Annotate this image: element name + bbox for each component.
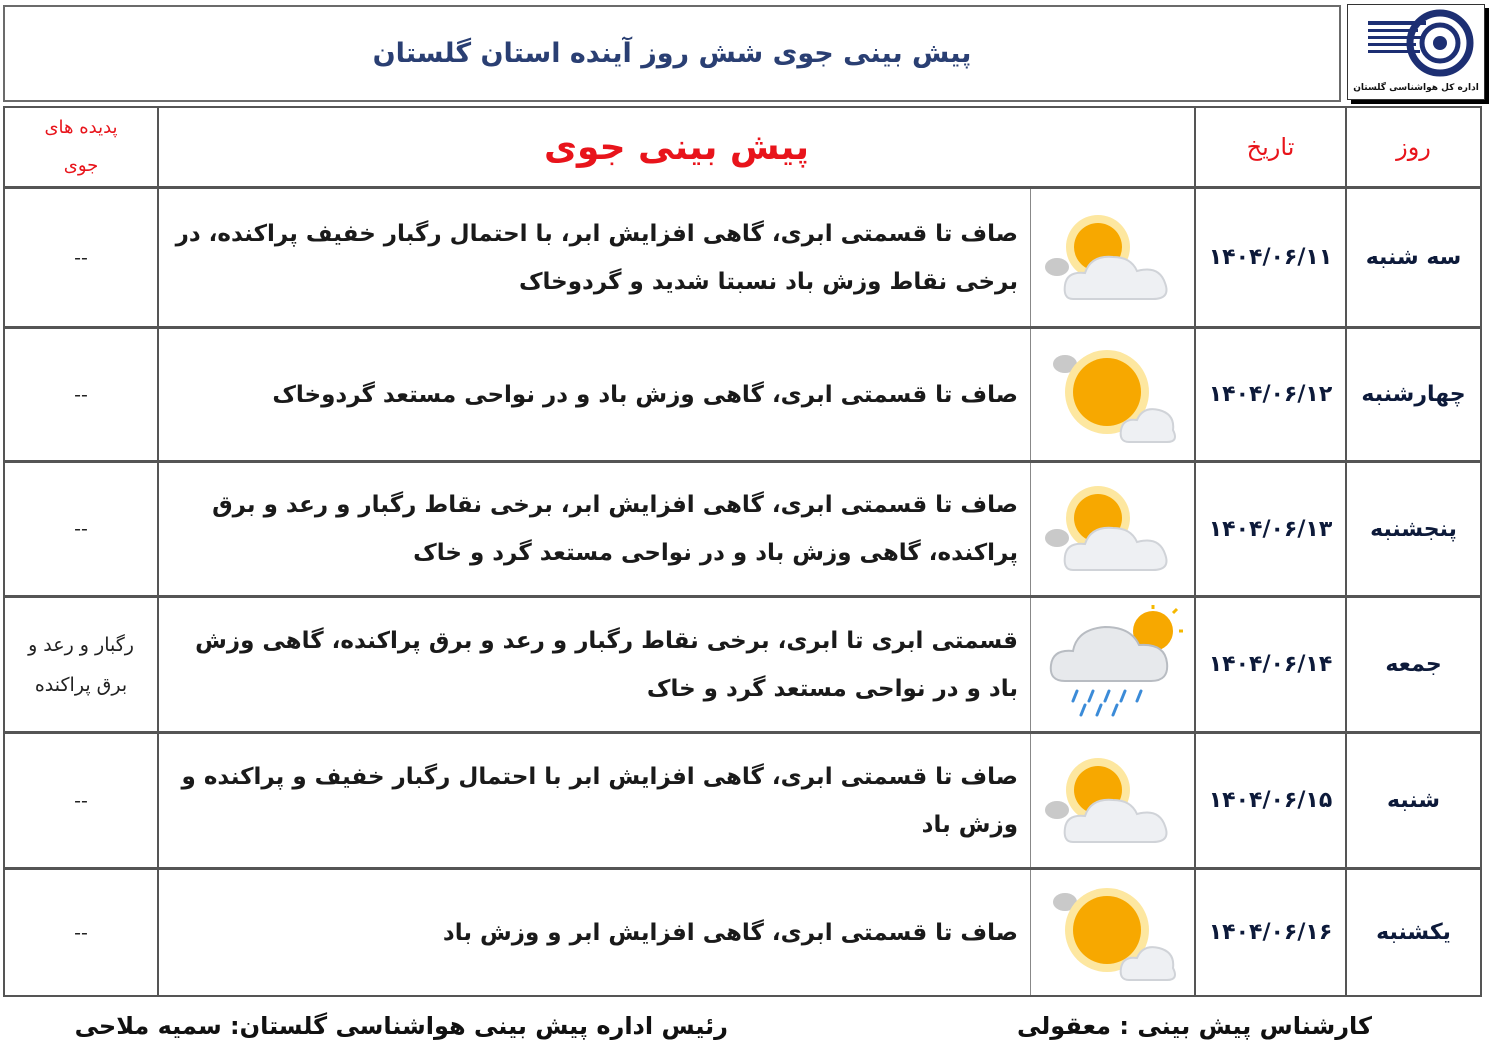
sun-behind-cloud-icon [1031,189,1194,326]
row-phenomena: -- [74,789,88,812]
row-day: پنجشنبه [1370,516,1457,542]
header-day: روز [1396,133,1431,161]
page-title: پیش بینی جوی شش روز آینده استان گلستان [372,38,972,69]
header-date: تاریخ [1246,133,1295,161]
logo-caption: اداره کل هواشناسی گلستان [1353,83,1479,93]
row-forecast: صاف تا قسمتی ابری، گاهی افزایش ابر، برخی نقاط رگبار و رعد و برق پراکنده، گاهی وزش باد و در نواحی مستعد گرد و خاک [212,492,1018,566]
row-date: ۱۴۰۴/۰۶/۱۳ [1208,516,1333,542]
title-bar [3,5,1341,102]
row-forecast: صاف تا قسمتی ابری، گاهی وزش باد و در نواحی مستعد گردوخاک [272,381,1018,408]
sun-behind-cloud-icon [1031,463,1194,595]
row-forecast: قسمتی ابری تا ابری، برخی نقاط رگبار و رعد و برق پراکنده، گاهی وزش باد و در نواحی مستعد گرد و خاک [195,627,1018,702]
row-forecast: صاف تا قسمتی ابری، گاهی افزایش ابر و وزش باد [442,919,1018,946]
row-phenomena: رگبار و رعد و برق پراکنده [28,633,134,696]
row-day: چهارشنبه [1361,382,1466,407]
row-phenomena: -- [74,518,88,540]
row-phenomena: -- [74,246,88,269]
head-credit: رئیس اداره پیش بینی هواشناسی گلستان: سمیه ملاحی [74,1012,728,1040]
header-phenomena-line1: پدیده های [44,117,118,138]
header-forecast: پیش بینی جوی [544,126,810,168]
row-phenomena: -- [74,921,88,944]
forecaster-credit: کارشناس پیش بینی : معقولی [1017,1012,1372,1040]
sun-behind-cloud-icon [1031,734,1194,867]
row-date: ۱۴۰۴/۰۶/۱۵ [1208,788,1333,813]
header-phenomena [5,108,157,186]
forecast-table [3,106,1482,997]
row-date: ۱۴۰۴/۰۶/۱۱ [1208,245,1333,270]
row-forecast: صاف تا قسمتی ابری، گاهی افزایش ابر، با احتمال رگبار خفیف پراکنده، در برخی نقاط وزش باد نسبتا شدید و گردوخاک [175,220,1018,295]
row-date: ۱۴۰۴/۰۶/۱۴ [1208,652,1333,677]
header-phenomena-line2: جوی [63,155,99,176]
meteorological-organization-logo [1347,4,1485,100]
row-date: ۱۴۰۴/۰۶/۱۲ [1208,382,1333,407]
row-date: ۱۴۰۴/۰۶/۱۶ [1208,920,1333,945]
sun-with-small-cloud-icon [1031,329,1194,460]
row-forecast: صاف تا قسمتی ابری، گاهی افزایش ابر با احتمال رگبار خفیف و پراکنده و وزش باد [181,763,1018,838]
logo-emblem-icon [1348,5,1484,85]
row-day: شنبه [1387,788,1440,813]
row-day: سه شنبه [1365,245,1462,270]
rain-cloud-with-sun-icon [1031,598,1194,731]
row-day: جمعه [1385,652,1442,677]
row-day: یکشنبه [1376,920,1451,945]
sun-with-small-cloud-icon [1031,870,1194,995]
row-phenomena: -- [74,383,88,406]
